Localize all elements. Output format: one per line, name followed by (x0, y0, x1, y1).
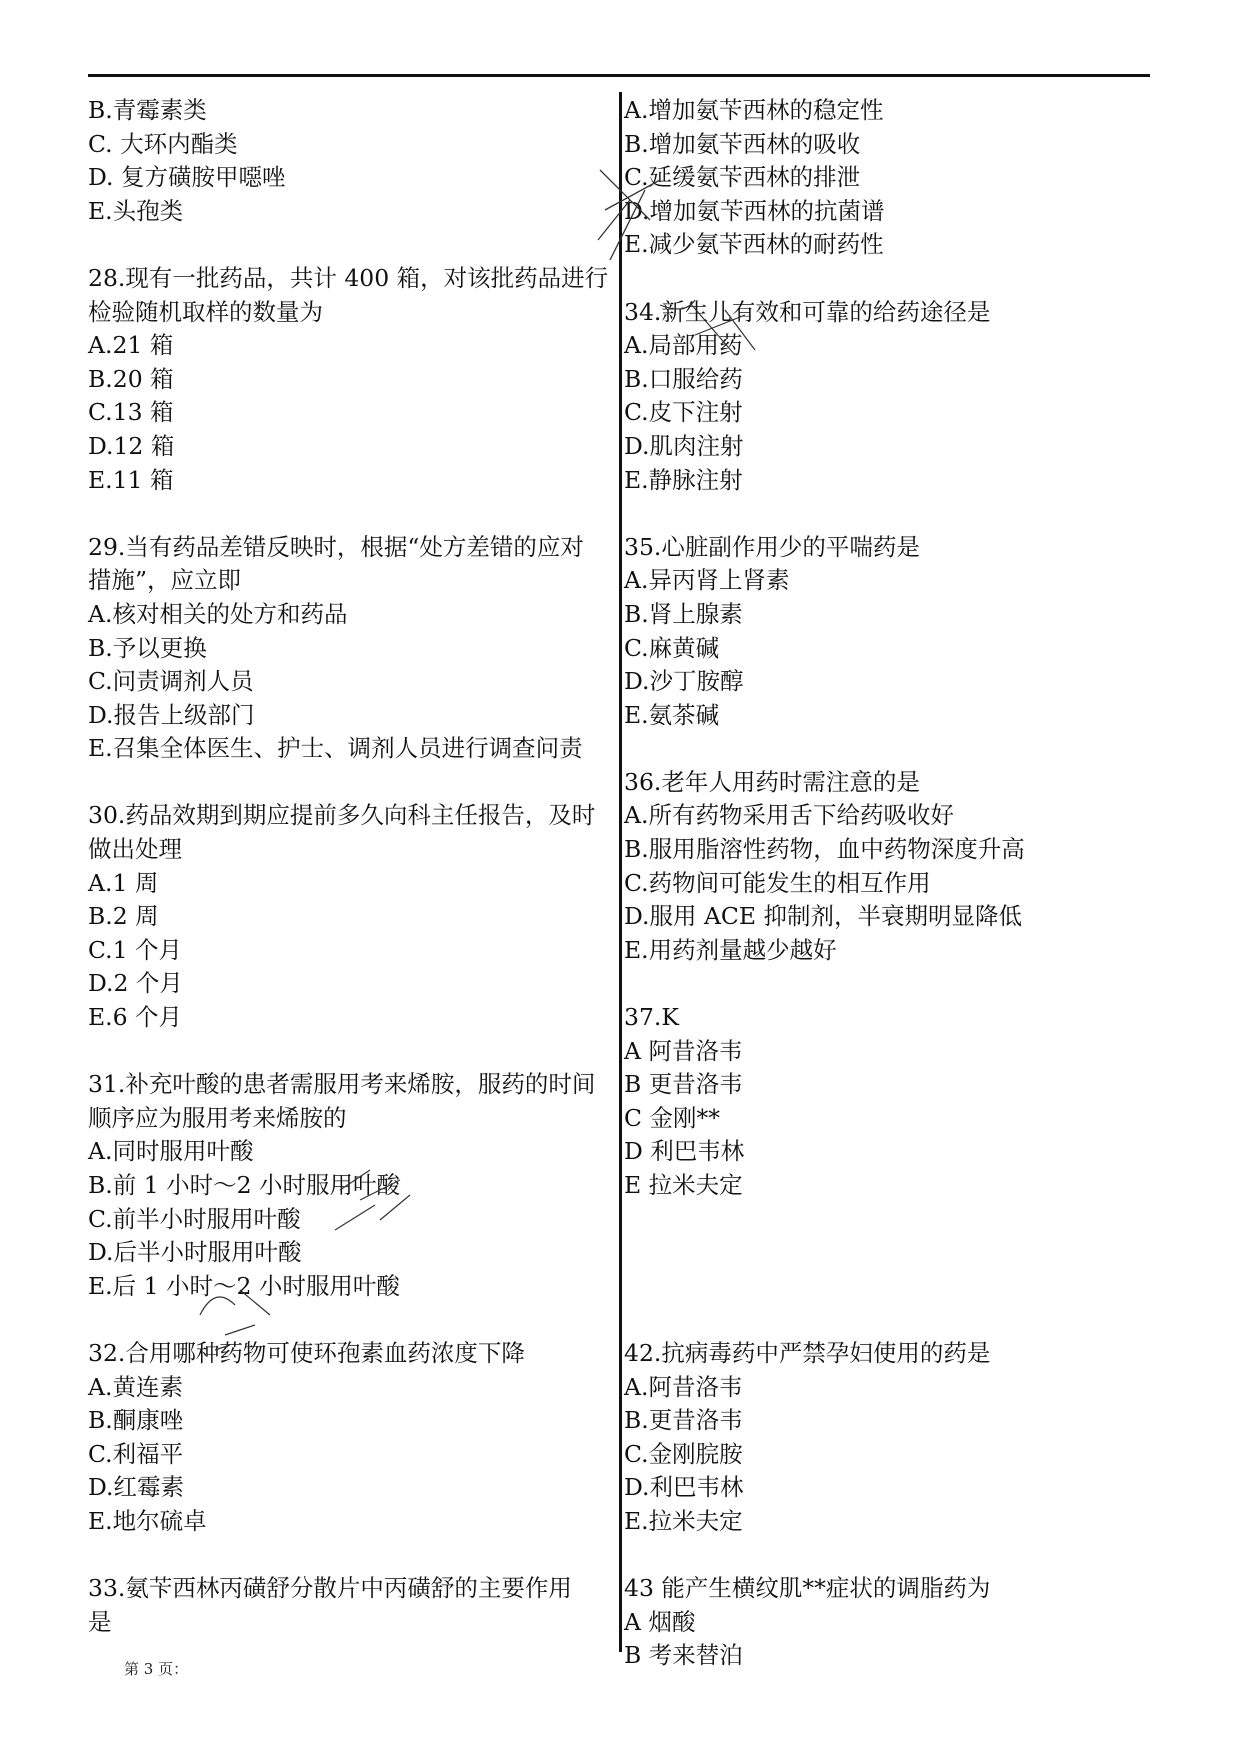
option: C.延缓氨苄西林的排泄 (624, 163, 861, 192)
question-stem: 42.抗病毒药中严禁孕妇使用的药是 (624, 1338, 991, 1367)
option: D 利巴韦林 (624, 1137, 745, 1166)
question-stem: 34.新生儿有效和可靠的给药途径是 (624, 297, 991, 326)
option: C.麻黄碱 (624, 633, 720, 662)
option: E.后 1 小时～2 小时服用叶酸 (88, 1271, 400, 1300)
option: A.同时服用叶酸 (88, 1137, 254, 1166)
option: E.拉米夫定 (624, 1506, 743, 1535)
option: D.12 箱 (88, 431, 175, 460)
option: D.服用 ACE 抑制剂，半衰期明显降低 (624, 902, 1023, 931)
option: D. 复方磺胺甲噁唑 (88, 163, 286, 192)
question-stem: 33.氨苄西林丙磺舒分散片中丙磺舒的主要作用 (88, 1574, 572, 1603)
option: E.6 个月 (88, 1003, 183, 1032)
option: C.皮下注射 (624, 398, 743, 427)
option: E.头孢类 (88, 196, 184, 225)
option: C.药物间可能发生的相互作用 (624, 868, 931, 897)
option: D.报告上级部门 (88, 700, 255, 729)
option: A.黄连素 (88, 1372, 183, 1401)
option: D.肌肉注射 (624, 431, 744, 460)
right-column (624, 94, 1150, 1673)
question-stem: 32.合用哪种药物可使环孢素血药浓度下降 (88, 1338, 525, 1367)
option: C.问责调剂人员 (88, 667, 254, 696)
option: C.前半小时服用叶酸 (88, 1204, 301, 1233)
question-34 (624, 296, 1150, 498)
question-stem: 43 能产生横纹肌**症状的调脂药为 (624, 1574, 991, 1603)
option: C 金刚** (624, 1103, 720, 1132)
option: B.酮康唑 (88, 1406, 184, 1435)
option: C.1 个月 (88, 935, 183, 964)
question-43 (624, 1572, 1150, 1673)
question-stem: 30.药品效期到期应提前多久向科主任报告，及时 (88, 801, 596, 830)
option: B.予以更换 (88, 633, 207, 662)
question-28 (88, 262, 614, 497)
question-35 (624, 531, 1150, 733)
option: A.所有药物采用舌下给药吸收好 (624, 801, 954, 830)
option: B.2 周 (88, 902, 159, 931)
option: A.局部用药 (624, 331, 743, 360)
option: B.服用脂溶性药物，血中药物深度升高 (624, 835, 1025, 864)
question-33 (88, 1572, 614, 1639)
option: C.13 箱 (88, 398, 174, 427)
option: D.2 个月 (88, 969, 183, 998)
option: E.用药剂量越少越好 (624, 935, 837, 964)
question-31 (88, 1068, 614, 1303)
question-32 (88, 1337, 614, 1539)
option: C.利福平 (88, 1439, 184, 1468)
option: A 阿昔洛韦 (624, 1036, 743, 1065)
question-37 (624, 1001, 1150, 1203)
option: E.减少氨苄西林的耐药性 (624, 230, 884, 259)
question-29 (88, 531, 614, 766)
option: E 拉米夫定 (624, 1171, 743, 1199)
option: A.异丙肾上肾素 (624, 566, 790, 595)
column-divider (619, 92, 622, 1652)
page-number: 第 3 页： (124, 1660, 189, 1678)
question-stem: 37.K (624, 1003, 679, 1032)
option: B.更昔洛韦 (624, 1406, 743, 1435)
option: D.增加氨苄西林的抗菌谱 (624, 196, 885, 225)
left-column (88, 94, 614, 1639)
question-stem: 措施”，应立即 (88, 566, 242, 595)
option: D.沙丁胺醇 (624, 667, 744, 696)
option: E.地尔硫卓 (88, 1506, 207, 1535)
option: D.利巴韦林 (624, 1473, 744, 1502)
option: B 考来替泊 (624, 1641, 743, 1670)
option: C. 大环内酯类 (88, 129, 238, 158)
question-stem: 35.心脏副作用少的平喘药是 (624, 532, 920, 561)
question-stem: 是 (88, 1607, 112, 1636)
question-30 (88, 799, 614, 1034)
option: A.增加氨苄西林的稳定性 (624, 96, 884, 124)
header-rule (88, 74, 1150, 77)
option: E.召集全体医生、护士、调剂人员进行调查问责 (88, 734, 583, 763)
option: E.静脉注射 (624, 465, 743, 494)
question-stem: 做出处理 (88, 835, 182, 864)
option: B.增加氨苄西林的吸收 (624, 129, 861, 158)
option: B.20 箱 (88, 364, 174, 393)
option: A 烟酸 (624, 1607, 696, 1636)
option: A.核对相关的处方和药品 (88, 599, 348, 628)
option: E.氨茶碱 (624, 700, 720, 729)
question-42 (624, 1337, 1150, 1539)
question-33-options (624, 94, 1150, 262)
option: D.红霉素 (88, 1473, 184, 1502)
option: D.后半小时服用叶酸 (88, 1238, 302, 1267)
option: A.阿昔洛韦 (624, 1372, 743, 1401)
option: B.前 1 小时～2 小时服用叶酸 (88, 1171, 401, 1199)
option: E.11 箱 (88, 465, 174, 494)
option: A.21 箱 (88, 331, 174, 360)
question-stem: 28.现有一批药品，共计 400 箱，对该批药品进行 (88, 263, 609, 292)
option: C.金刚脘胺 (624, 1439, 743, 1468)
question-stem: 31.补充叶酸的患者需服用考来烯胺，服药的时间 (88, 1070, 596, 1099)
option: B.青霉素类 (88, 96, 207, 124)
question-stem: 36.老年人用药时需注意的是 (624, 767, 920, 796)
question-36 (624, 766, 1150, 968)
option: B 更昔洛韦 (624, 1070, 743, 1099)
option: B.口服给药 (624, 364, 743, 393)
question-stem: 顺序应为服用考来烯胺的 (88, 1103, 347, 1132)
option: A.1 周 (88, 868, 159, 897)
question-27-tail (88, 94, 614, 228)
option: B.肾上腺素 (624, 599, 743, 628)
question-stem: 29.当有药品差错反映时，根据“处方差错的应对 (88, 532, 584, 561)
question-stem: 检验随机取样的数量为 (88, 297, 323, 326)
